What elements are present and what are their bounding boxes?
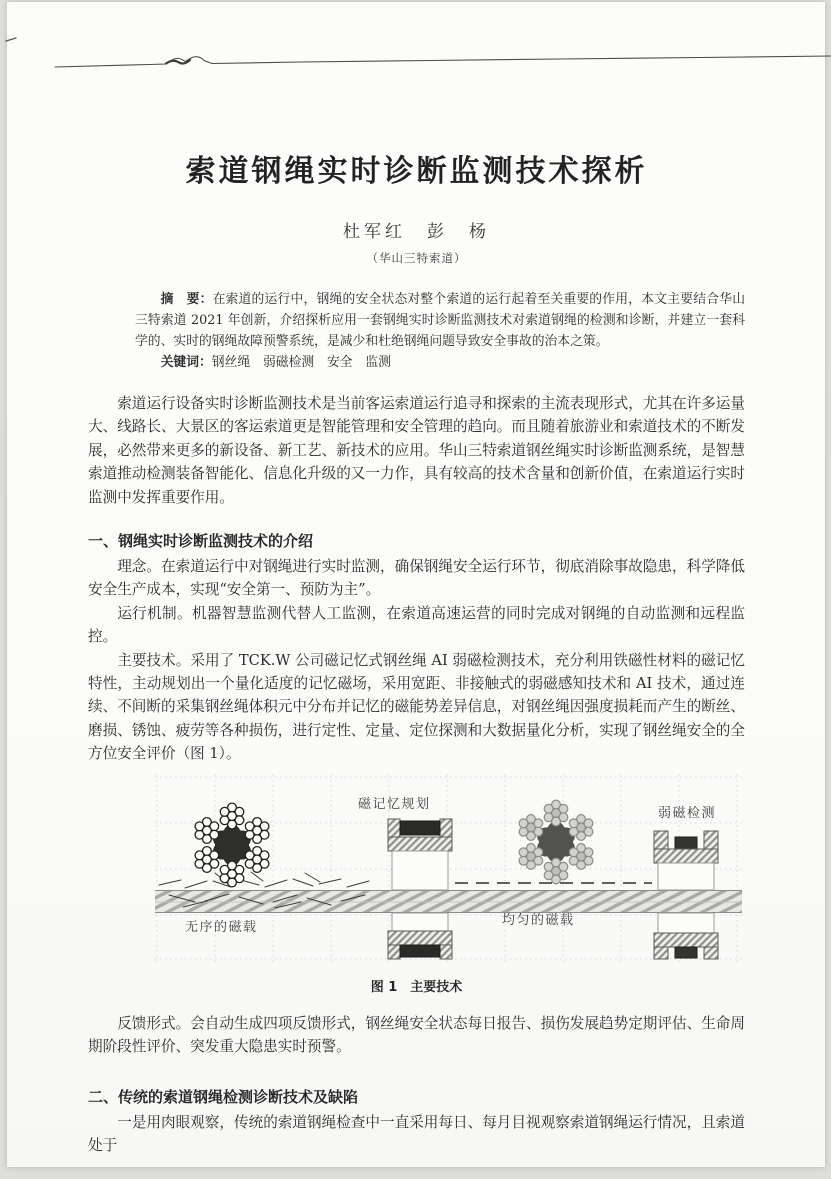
section1-heading: 一、钢绳实时诊断监测技术的介绍 (88, 532, 314, 551)
paragraph-mechanism: 运行机制。机器智慧监测代替人工监测，在索道高速运营的同时完成对钢绳的自动监测和远程监控。 (88, 604, 745, 646)
figure-label-magnetic-memory-planning: 磁记忆规划 (358, 796, 431, 812)
page-title: 索道钢绳实时诊断监测技术探析 (185, 154, 648, 189)
affiliation-line: （华山三特索道） (366, 251, 467, 265)
figure-label-disordered-load: 无序的磁载 (185, 919, 258, 935)
figure1-diagram (155, 775, 742, 961)
intro-paragraph: 索道运行设备实时诊断监测技术是当前客运索道运行追寻和探索的主流表现形式，尤其在许多运量大、线路长、大景区的客运索道更是智能管理和安全管理的趋向。而且随着旅游业和索道技术的不断发展，必然带来更多的新设备、新工艺、新技术的应用。华山三特索道钢丝绳实时诊断监测系统，是智慧索道推动检测装备智能化、信息化升级的又一力作，具有较高的技术含量和创新价值，在索道运行实时监测中发挥重要作用。 (88, 395, 745, 506)
keywords-line (135, 352, 745, 373)
abstract-paragraph (135, 289, 745, 352)
magnetizer-device (388, 819, 452, 959)
abstract-label: 摘 要： (160, 292, 213, 307)
authors-line: 杜军红 彭 杨 (343, 222, 490, 242)
paragraph-visual-inspection: 一是用肉眼观察，传统的索道钢绳检查中一直采用每日、每月目视观察索道钢绳运行情况，且索道处于 (88, 1113, 745, 1154)
rope-cross-section-dark (195, 803, 269, 887)
rope-cross-section-light (519, 800, 593, 884)
section2-heading: 二、传统的索道钢绳检测诊断技术及缺陷 (88, 1087, 359, 1106)
article-content (88, 146, 745, 1157)
keywords-text: 钢丝绳 弱磁检测 安全 监测 (211, 355, 391, 370)
paragraph-feedback: 反馈形式。会自动生成四项反馈形式，钢丝绳安全状态每日报告、损伤发展趋势定期评估、生命周期阶段性评价、突发重大隐患实时预警。 (88, 1014, 745, 1056)
abstract-block (135, 289, 745, 373)
figure1-caption: 图 1 主要技术 (370, 979, 463, 995)
figure-label-weak-magnetic-detection: 弱磁检测 (658, 805, 717, 821)
paragraph-concept: 理念。在索道运行中对钢绳进行实时监测，确保钢绳安全运行环节，彻底消除事故隐患，科学降低安全生产成本，实现“安全第一、预防为主”。 (88, 558, 745, 599)
paragraph-technology: 主要技术。采用了 TCK.W 公司磁记忆式钢丝绳 AI 弱磁检测技术，充分利用铁磁性材料的磁记忆特性，主动规划出一个量化适度的记忆磁场，采用宽距、非接触式的弱磁感知技术和 AI 技术，通过连续、不间断的采集钢丝绳体积元中分布并记忆的磁能势差异信息，对钢丝绳因强度损耗而产生的断丝、磨损、锈蚀、疲劳等各种损伤，进行定性、定量、定位探测和大数据量化分析，实现了钢丝绳安全的全方位安全评价（图 1）。 (88, 651, 745, 763)
figure-label-uniform-load: 均匀的磁载 (502, 912, 575, 928)
wire-rope (155, 890, 742, 913)
abstract-text: 在索道的运行中，钢绳的安全状态对整个索道的运行起着至关重要的作用，本文主要结合华山三特索道 2021 年创新，介绍探析应用一套钢绳实时诊断监测技术对索道钢绳的检测和诊断，并建立一套科学的、实时的钢绳故障预警系统，是减少和杜绝钢绳问题导致安全事故的治本之策。 (135, 292, 746, 349)
keywords-label: 关键词： (160, 355, 212, 370)
